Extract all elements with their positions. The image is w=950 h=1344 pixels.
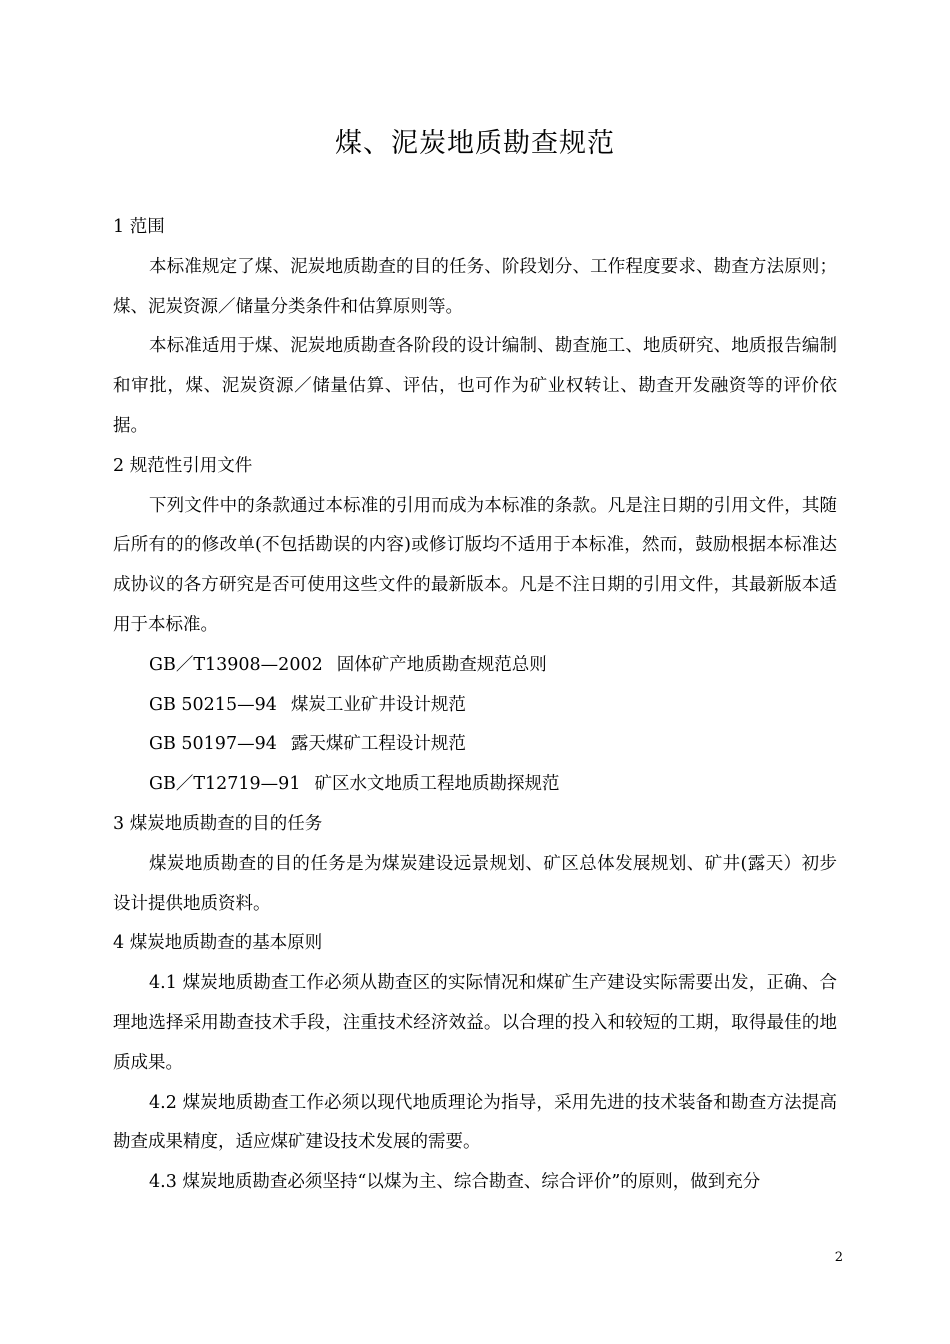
paragraph-scope-1: 本标准规定了煤、泥炭地质勘查的目的任务、阶段划分、工作程度要求、勘查方法原则；煤、泥炭资源／储量分类条件和估算原则等。 [113,256,837,317]
section-heading-scope: 1 范围 [113,217,165,237]
reference-code: GB／T12719—91 [149,774,301,795]
section-heading-normative-references: 2 规范性引用文件 [113,455,253,476]
reference-item [113,765,837,805]
reference-item [113,686,837,726]
reference-title: 露天煤矿工程设计规范 [290,734,466,755]
reference-item [113,725,837,765]
reference-title: 固体矿产地质勘查规范总则 [336,654,547,675]
section-heading-purpose: 3 煤炭地质勘查的目的任务 [113,813,323,834]
section-heading-basic-principles: 4 煤炭地质勘查的基本原则 [113,933,323,954]
reference-code: GB 50215—94 [149,694,277,715]
paragraph-principle-4-2: 4.2 煤炭地质勘查工作必须以现代地质理论为指导，采用先进的技术装备和勘查方法提高勘查成果精度，适应煤矿建设技术发展的需要。 [113,1092,837,1153]
reference-item [113,646,837,686]
paragraph-principle-4-3: 4.3 煤炭地质勘查必须坚持“以煤为主、综合勘查、综合评价”的原则，做到充分 [149,1172,761,1193]
reference-title: 煤炭工业矿井设计规范 [290,694,466,715]
reference-title: 矿区水文地质工程地质勘探规范 [314,774,560,795]
page-number: 2 [834,1250,843,1265]
reference-code: GB／T13908—2002 [149,654,323,675]
paragraph-principle-4-1: 4.1 煤炭地质勘查工作必须从勘查区的实际情况和煤矿生产建设实际需要出发，正确、合理地选择采用勘查技术手段，注重技术经济效益。以合理的投入和较短的工期，取得最佳的地质成果。 [113,973,837,1073]
paragraph-scope-2: 本标准适用于煤、泥炭地质勘查各阶段的设计编制、勘查施工、地质研究、地质报告编制和审批，煤、泥炭资源／储量估算、评估，也可作为矿业权转让、勘查开发融资等的评价依据。 [113,336,837,436]
document-body [113,208,837,1203]
paragraph-purpose: 煤炭地质勘查的目的任务是为煤炭建设远景规划、矿区总体发展规划、矿井(露天）初步设计提供地质资料。 [113,853,837,914]
paragraph-normative-references: 下列文件中的条款通过本标准的引用而成为本标准的条款。凡是注日期的引用文件，其随后所有的的修改单(不包括勘误的内容)或修订版均不适用于本标准，然而，鼓励根据本标准达成协议的各方研究是否可使用这些文件的最新版本。凡是不注日期的引用文件，其最新版本适用于本标准。 [113,495,837,635]
reference-code: GB 50197—94 [149,734,277,755]
document-title: 煤、泥炭地质勘查规范 [335,128,615,159]
